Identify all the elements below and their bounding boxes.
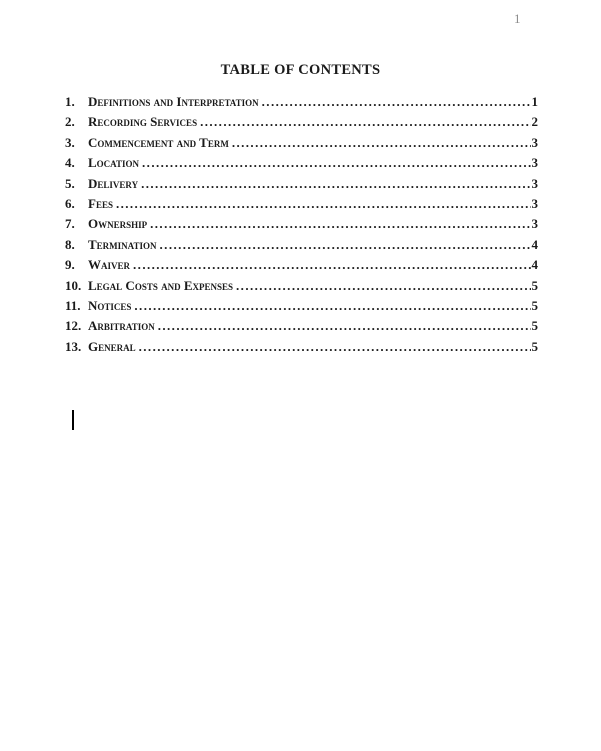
toc-entry-page: 5 (531, 277, 538, 293)
dot-leader (262, 92, 531, 112)
toc-entry-label: Definitions and Interpretation (88, 94, 259, 109)
toc-entry[interactable] (65, 276, 538, 296)
toc-entry-number: 6. (65, 195, 75, 211)
toc-entry-page: 3 (531, 155, 538, 171)
dot-leader (236, 276, 530, 296)
toc-entry[interactable] (65, 133, 538, 153)
toc-entry[interactable] (65, 174, 538, 194)
toc-entry-number: 9. (65, 257, 75, 273)
toc-entry[interactable] (65, 194, 538, 214)
toc-entry-label: Delivery (88, 175, 139, 191)
toc-entry-label: Location (88, 155, 140, 171)
dot-leader (133, 255, 530, 275)
toc-entry-label: Notices (88, 297, 132, 313)
text-cursor-caret (72, 410, 74, 430)
toc-entry-label: Termination (88, 236, 157, 252)
toc-entry[interactable] (65, 92, 538, 112)
toc-entry-page: 5 (531, 318, 538, 334)
dot-leader (160, 235, 531, 255)
dot-leader (142, 153, 530, 173)
toc-entry-page: 4 (531, 257, 538, 273)
toc-entry[interactable] (65, 235, 538, 255)
dot-leader (116, 194, 531, 214)
dot-leader (141, 174, 530, 194)
toc-entry[interactable] (65, 112, 538, 132)
toc-entry-label: Ownership (88, 216, 148, 232)
toc-entry-label: Commencement and Term (88, 134, 229, 150)
dot-leader (134, 296, 530, 316)
toc-entry-number: 4. (65, 155, 75, 171)
dot-leader (158, 316, 531, 336)
dot-leader (139, 337, 531, 357)
toc-entry-number: 8. (65, 236, 75, 252)
document-title: TABLE OF CONTENTS (220, 62, 381, 78)
toc-entry[interactable] (65, 153, 538, 173)
toc-entry-number: 1. (65, 94, 75, 109)
header-page-number: 1 (514, 11, 521, 26)
toc-entry-page: 1 (531, 94, 538, 109)
toc-entry[interactable] (65, 337, 538, 357)
toc-entry-page: 3 (531, 195, 538, 211)
toc-entry-page: 3 (531, 134, 538, 150)
toc-entry-number: 3. (65, 134, 75, 150)
toc-entry-page: 4 (531, 236, 538, 252)
toc-entry-page: 3 (531, 216, 538, 232)
toc-entry-page: 5 (531, 338, 538, 354)
toc-entry-label: Legal Costs and Expenses (88, 277, 234, 293)
toc-entry[interactable] (65, 296, 538, 316)
toc-entry-number: 13. (65, 338, 82, 354)
toc-entry-number: 10. (65, 277, 82, 293)
toc-entry[interactable] (65, 214, 538, 234)
toc-entry-number: 2. (65, 114, 75, 130)
toc-entry-page: 2 (531, 114, 538, 130)
toc-entry-number: 11. (65, 297, 81, 313)
dot-leader (200, 112, 530, 132)
toc-entry-label: General (88, 338, 136, 354)
toc-entry[interactable] (65, 316, 538, 336)
toc-entry-number: 5. (65, 175, 75, 191)
toc-entry-page: 5 (531, 297, 538, 313)
toc-entry-label: Waiver (88, 257, 131, 273)
toc-entry-number: 7. (65, 216, 75, 232)
table-of-contents (65, 92, 538, 357)
toc-entry-label: Arbitration (88, 318, 155, 334)
toc-entry-page: 3 (531, 175, 538, 191)
toc-entry-number: 12. (65, 318, 82, 334)
toc-entry-label: Fees (88, 195, 113, 211)
dot-leader (232, 133, 531, 153)
toc-entry-label: Recording Services (88, 114, 198, 130)
toc-entry[interactable] (65, 255, 538, 275)
dot-leader (150, 214, 530, 234)
